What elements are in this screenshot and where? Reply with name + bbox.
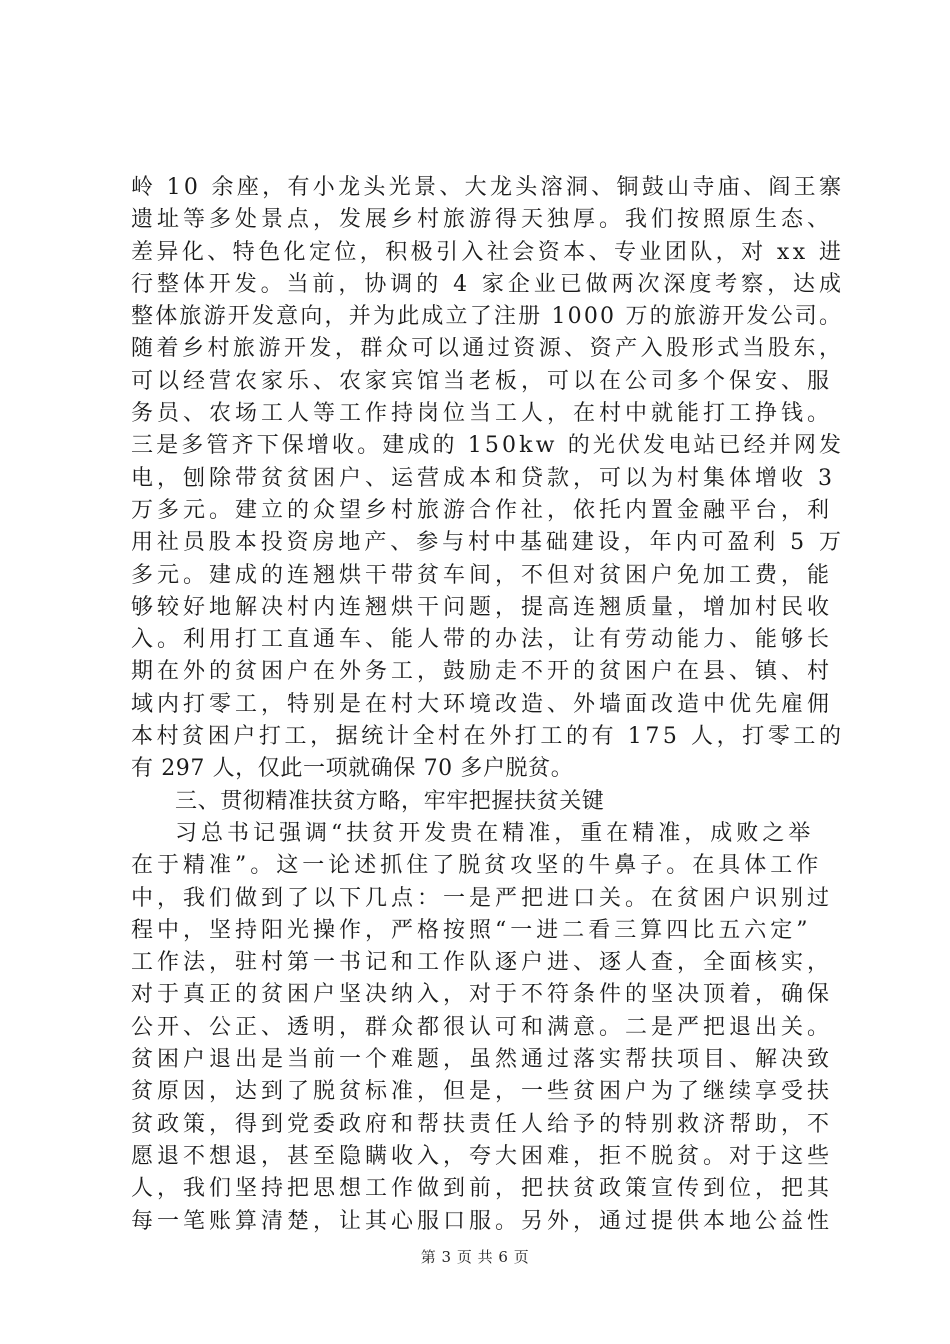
text-line: 工作法，驻村第一书记和工作队逐户进、逐人查，全面核实， [131,950,834,976]
text-line: 人，我们坚持把思想工作做到前，把扶贫政策宣传到位，把其 [131,1176,834,1202]
text-line: 中，我们做到了以下几点：一是严把进口关。在贫困户识别过 [131,885,834,911]
text-line: 够较好地解决村内连翘烘干问题，提高连翘质量，增加村民收 [131,594,834,620]
text-line: 有 297 人，仅此一项就确保 70 多户脱贫。 [131,756,574,782]
text-line: 用社员股本投资房地产、参与村中基础建设，年内可盈利 5 万 [131,530,845,556]
text-line: 遗址等多处景点，发展乡村旅游得天独厚。我们按照原生态、 [131,207,834,233]
text-line: 三是多管齐下保增收。建成的 150kw 的光伏发电站已经并网发 [131,433,845,459]
text-line: 务员、农场工人等工作持岗位当工人，在村中就能打工挣钱。 [131,401,834,427]
text-line: 入。利用打工直通车、能人带的办法，让有劳动能力、能够长 [131,627,834,653]
paragraph-start-line: 三、贯彻精准扶贫方略，牢牢把握扶贫关键 [175,788,605,814]
text-line: 电，刨除带贫贫困户、运营成本和贷款，可以为村集体增收 3 [131,465,836,491]
text-line: 贫困户退出是当前一个难题，虽然通过落实帮扶项目、解决致 [131,1047,834,1073]
page-footer: 第 3 页 共 6 页 [420,1248,530,1266]
paragraph-start-line: 习总书记强调“扶贫开发贵在精准，重在精准，成败之举 [175,820,815,846]
text-line: 公开、公正、透明，群众都很认可和满意。二是严把退出关。 [131,1014,834,1040]
text-line: 程中，坚持阳光操作，严格按照“一进二看三算四比五六定” [131,917,812,943]
text-line: 对于真正的贫困户坚决纳入，对于不符条件的坚决顶着，确保 [131,982,834,1008]
text-line: 万多元。建立的众望乡村旅游合作社，依托内置金融平台，利 [131,497,834,523]
text-line: 期在外的贫困户在外务工，鼓励走不开的贫困户在县、镇、村 [131,659,834,685]
text-line: 域内打零工，特别是在村大环境改造、外墙面改造中优先雇佣 [131,691,834,717]
text-line: 每一笔账算清楚，让其心服口服。另外，通过提供本地公益性 [131,1208,834,1234]
text-line: 贫原因，达到了脱贫标准，但是，一些贫困户为了继续享受扶 [131,1079,834,1105]
text-line: 可以经营农家乐、农家宾馆当老板，可以在公司多个保安、服 [131,368,834,394]
text-line: 愿退不想退，甚至隐瞒收入，夸大困难，拒不脱贫。对于这些 [131,1143,834,1169]
text-line: 整体旅游开发意向，并为此成立了注册 1000 万的旅游开发公司。 [131,304,844,330]
text-line: 随着乡村旅游开发，群众可以通过资源、资产入股形式当股东， [131,336,845,362]
body-text [131,172,845,1238]
text-line: 岭 10 余座，有小龙头光景、大龙头溶洞、铜鼓山寺庙、阎王寨 [131,175,845,200]
text-line: 本村贫困户打工，据统计全村在外打工的有 175 人，打零工的 [131,724,845,750]
text-line: 在于精准”。这一论述抓住了脱贫攻坚的牛鼻子。在具体工作 [131,853,823,879]
text-line: 差异化、特色化定位，积极引入社会资本、专业团队，对 xx 进 [131,239,845,265]
text-line: 多元。建成的连翘烘干带贫车间，不但对贫困户免加工费，能 [131,562,834,588]
text-line: 贫政策，得到党委政府和帮扶责任人给予的特别救济帮助，不 [131,1111,834,1137]
text-line: 行整体开发。当前，协调的 4 家企业已做两次深度考察，达成 [131,271,845,297]
